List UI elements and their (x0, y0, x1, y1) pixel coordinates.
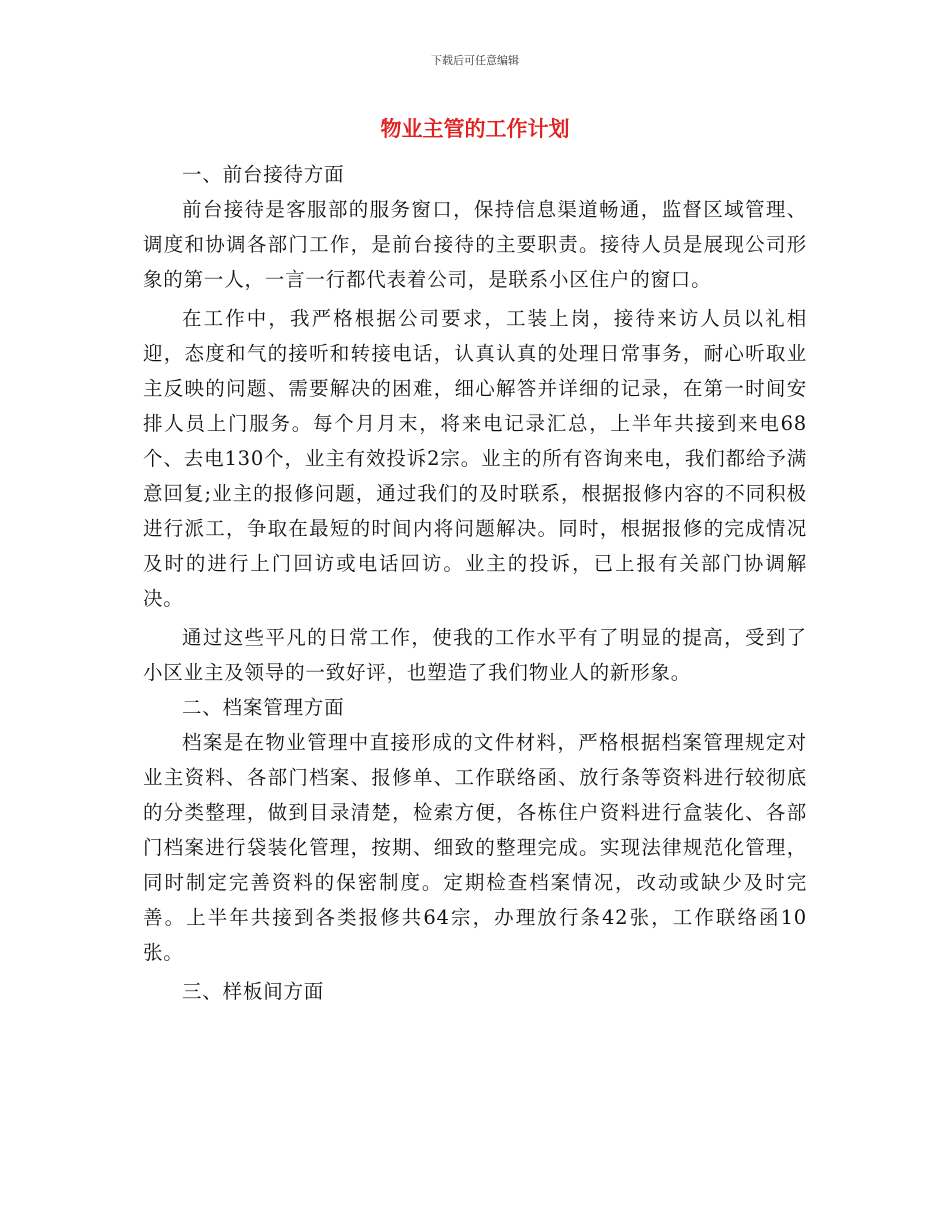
section-heading-1: 一、前台接待方面 (182, 163, 345, 186)
header-note: 下载后可任意编辑 (431, 54, 519, 67)
document-body (143, 157, 807, 1009)
paragraph: 在工作中，我严格根据公司要求，工装上岗，接待来访人员以礼相迎，态度和气的接听和转接电话，认真认真的处理日常事务，耐心听取业主反映的问题、需要解决的困难，细心解答并详细的记录，在第一时间安排人员上门服务。每个月月末，将来电记录汇总，上半年共接到来电68个、去电130个，业主有效投诉2宗。业主的所有咨询来电，我们都给予满意回复;业主的报修问题，通过我们的及时联系，根据报修内容的不同积极进行派工，争取在最短的时间内将问题解决。同时，根据报修的完成情况及时的进行上门回访或电话回访。业主的投诉，已上报有关部门协调解决。 (143, 307, 807, 610)
section-heading-2: 二、档案管理方面 (182, 696, 345, 719)
section-heading-3: 三、样板间方面 (182, 980, 325, 1003)
paragraph: 档案是在物业管理中直接形成的文件材料，严格根据档案管理规定对业主资料、各部门档案、报修单、工作联络函、放行条等资料进行较彻底的分类整理，做到目录清楚，检索方便，各栋住户资料进行盒装化、各部门档案进行袋装化管理，按期、细致的整理完成。实现法律规范化管理，同时制定完善资料的保密制度。定期检查档案情况，改动或缺少及时完善。上半年共接到各类报修共64宗，办理放行条42张，工作联络函10张。 (143, 731, 807, 964)
paragraph: 前台接待是客服部的服务窗口，保持信息渠道畅通，监督区域管理、调度和协调各部门工作，是前台接待的主要职责。接待人员是展现公司形象的第一人，一言一行都代表着公司，是联系小区住户的窗口。 (143, 198, 807, 291)
document-title: 物业主管的工作计划 (380, 117, 570, 141)
paragraph: 通过这些平凡的日常工作，使我的工作水平有了明显的提高，受到了小区业主及领导的一致好评，也塑造了我们物业人的新形象。 (143, 626, 807, 684)
